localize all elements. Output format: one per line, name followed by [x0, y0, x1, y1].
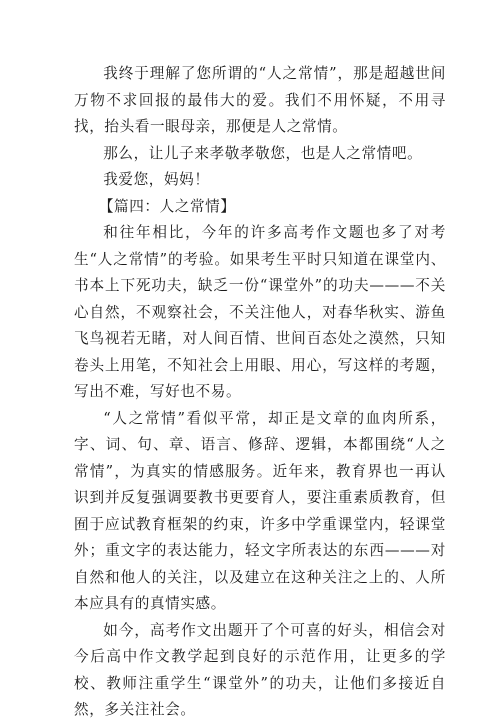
document-body — [74, 61, 446, 724]
section-heading: 【篇四：人之常情】 — [98, 197, 236, 215]
paragraph-good-start: 如今，高考作文出题开了个可喜的好头，相信会对今后高中作文教学起到良好的示范作用，让更多的学校、教师注重学生“课堂外”的功夫，让他们多接近自然，多关注社会。 — [74, 621, 446, 718]
paragraph-exam-comparison: 和往年相比，今年的许多高考作文题也多了对考生“人之常情”的考验。如果考生平时只知道在课堂内、书本上下死功夫，缺乏一份“课堂外”的功夫———不关心自然，不观察社会，不关注他人，对春华秋实、游鱼飞鸟视若无睹，对人间百情、世间百态处之漠然，只知卷头上用笔，不知社会上用眼、用心，写这样的考题，写出不难，写好也不易。 — [74, 224, 446, 400]
paragraph-filial-piety: 那么，让儿子来孝敬孝敬您，也是人之常情吧。 — [103, 144, 423, 162]
paragraph-mothers-love: 我终于理解了您所谓的“人之常情”，那是超越世间万物不求回报的最伟大的爱。我们不用怀疑，不用寻找，抬头看一眼母亲，那便是人之常情。 — [74, 65, 446, 135]
paragraph-human-feelings: “人之常情”看似平常，却正是文章的血肉所系，字、词、句、章、语言、修辞、逻辑，本都围绕“人之常情”，为真实的情感服务。近年来，教育界也一再认识到并反复强调要教书更要育人，要注重素质教育，但囿于应试教育框架的约束，许多中学重课堂内，轻课堂外；重文字的表达能力，轻文字所表达的东西———对自然和他人的关注，以及建立在这种关注之上的、人所本应具有的真情实感。 — [74, 409, 446, 612]
paragraph-i-love-you: 我爱您，妈妈！ — [103, 171, 210, 188]
